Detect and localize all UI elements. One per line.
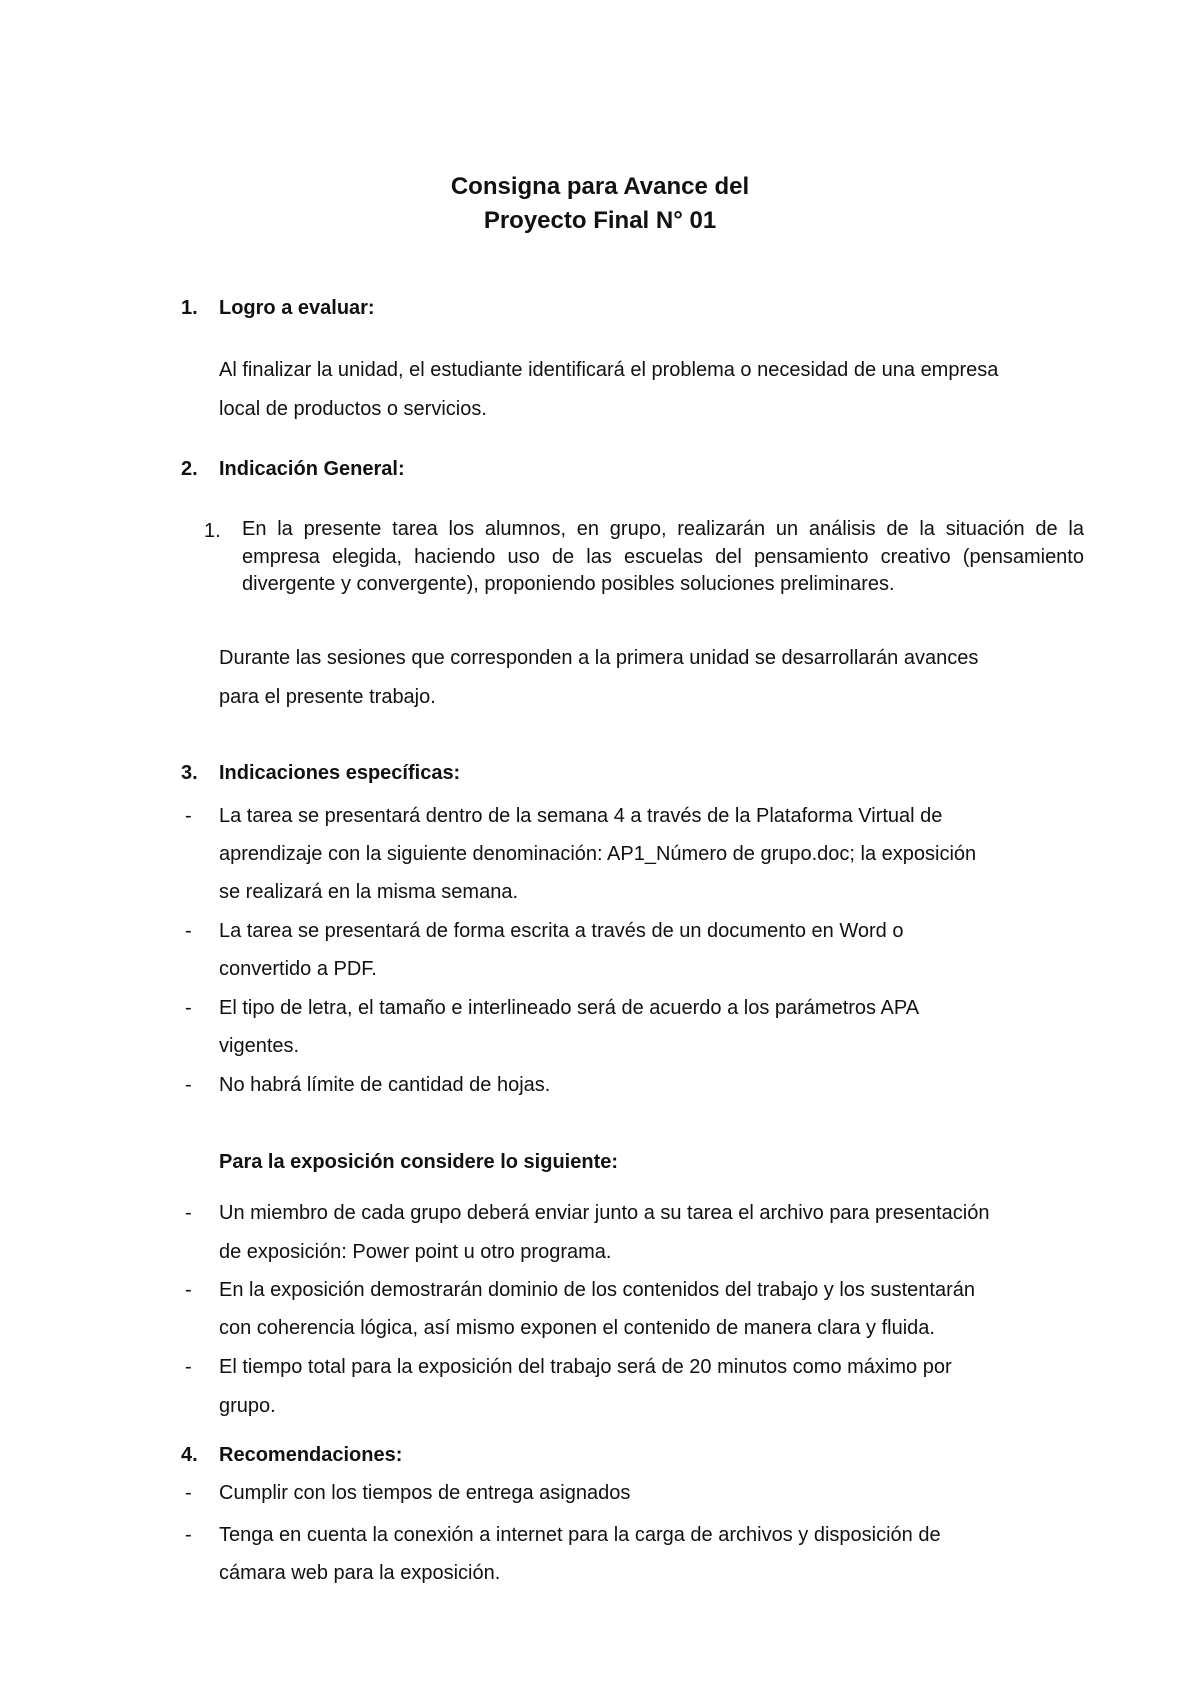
section-2-heading: Indicación General: (219, 458, 405, 480)
list-item-line: La tarea se presentará dentro de la semana 4 a través de la Plataforma Virtual de (219, 805, 943, 827)
list-bullet: - (185, 1482, 192, 1504)
list-item-line: No habrá límite de cantidad de hojas. (219, 1074, 551, 1096)
list-item-line: Un miembro de cada grupo deberá enviar junto a su tarea el archivo para presentación (219, 1202, 990, 1224)
list-bullet: - (185, 1279, 192, 1301)
document-title-line-1: Consigna para Avance del (450, 173, 750, 200)
list-item-line: aprendizaje con la siguiente denominación: AP1_Número de grupo.doc; la exposición (219, 843, 977, 865)
list-bullet: - (185, 1074, 192, 1096)
section-1-number: 1. (181, 297, 198, 319)
list-item-line: vigentes. (219, 1035, 300, 1057)
list-item-line: con coherencia lógica, así mismo exponen el contenido de manera clara y fluida. (219, 1317, 935, 1339)
list-item-line: se realizará en la misma semana. (219, 881, 519, 903)
list-item-line: El tipo de letra, el tamaño e interlineado será de acuerdo a los parámetros APA (219, 997, 920, 1019)
section-2-paragraph-line-2: para el presente trabajo. (219, 686, 436, 708)
list-item-line: cámara web para la exposición. (219, 1562, 501, 1584)
section-1-text-line-1: Al finalizar la unidad, el estudiante identificará el problema o necesidad de una empresa (219, 359, 999, 381)
section-2-item-text: En la presente tarea los alumnos, en grupo, realizarán un análisis de la situación de la empresa elegida, haciendo uso de las escuelas del pensamiento creativo (pensamiento divergente y convergente), proponiendo posibles soluciones preliminares. (242, 518, 1084, 595)
section-3-number: 3. (181, 762, 198, 784)
list-bullet: - (185, 920, 192, 942)
list-item-line: En la exposición demostrarán dominio de los contenidos del trabajo y los sustentarán (219, 1279, 975, 1301)
list-bullet: - (185, 805, 192, 827)
list-item-line: grupo. (219, 1395, 276, 1417)
list-bullet: - (185, 1524, 192, 1546)
list-item-line: Cumplir con los tiempos de entrega asignados (219, 1482, 631, 1504)
list-bullet: - (185, 1356, 192, 1378)
list-bullet: - (185, 997, 192, 1019)
section-4-heading: Recomendaciones: (219, 1444, 403, 1466)
section-1-text-line-2: local de productos o servicios. (219, 398, 487, 420)
list-item-line: convertido a PDF. (219, 958, 377, 980)
list-item-line: de exposición: Power point u otro programa. (219, 1241, 612, 1263)
section-3-heading: Indicaciones específicas: (219, 762, 461, 784)
section-1-heading: Logro a evaluar: (219, 297, 375, 319)
exposition-subheading: Para la exposición considere lo siguiente: (219, 1151, 619, 1173)
list-item-line: El tiempo total para la exposición del trabajo será de 20 minutos como máximo por (219, 1356, 952, 1378)
section-4-number: 4. (181, 1444, 198, 1466)
section-2-number: 2. (181, 458, 198, 480)
section-2-item-number: 1. (204, 520, 221, 542)
document-title-line-2: Proyecto Final N° 01 (483, 207, 717, 234)
list-bullet: - (185, 1202, 192, 1224)
list-item-line: Tenga en cuenta la conexión a internet para la carga de archivos y disposición de (219, 1524, 941, 1546)
section-2-paragraph-line-1: Durante las sesiones que corresponden a la primera unidad se desarrollarán avances (219, 647, 979, 669)
list-item-line: La tarea se presentará de forma escrita a través de un documento en Word o (219, 920, 904, 942)
